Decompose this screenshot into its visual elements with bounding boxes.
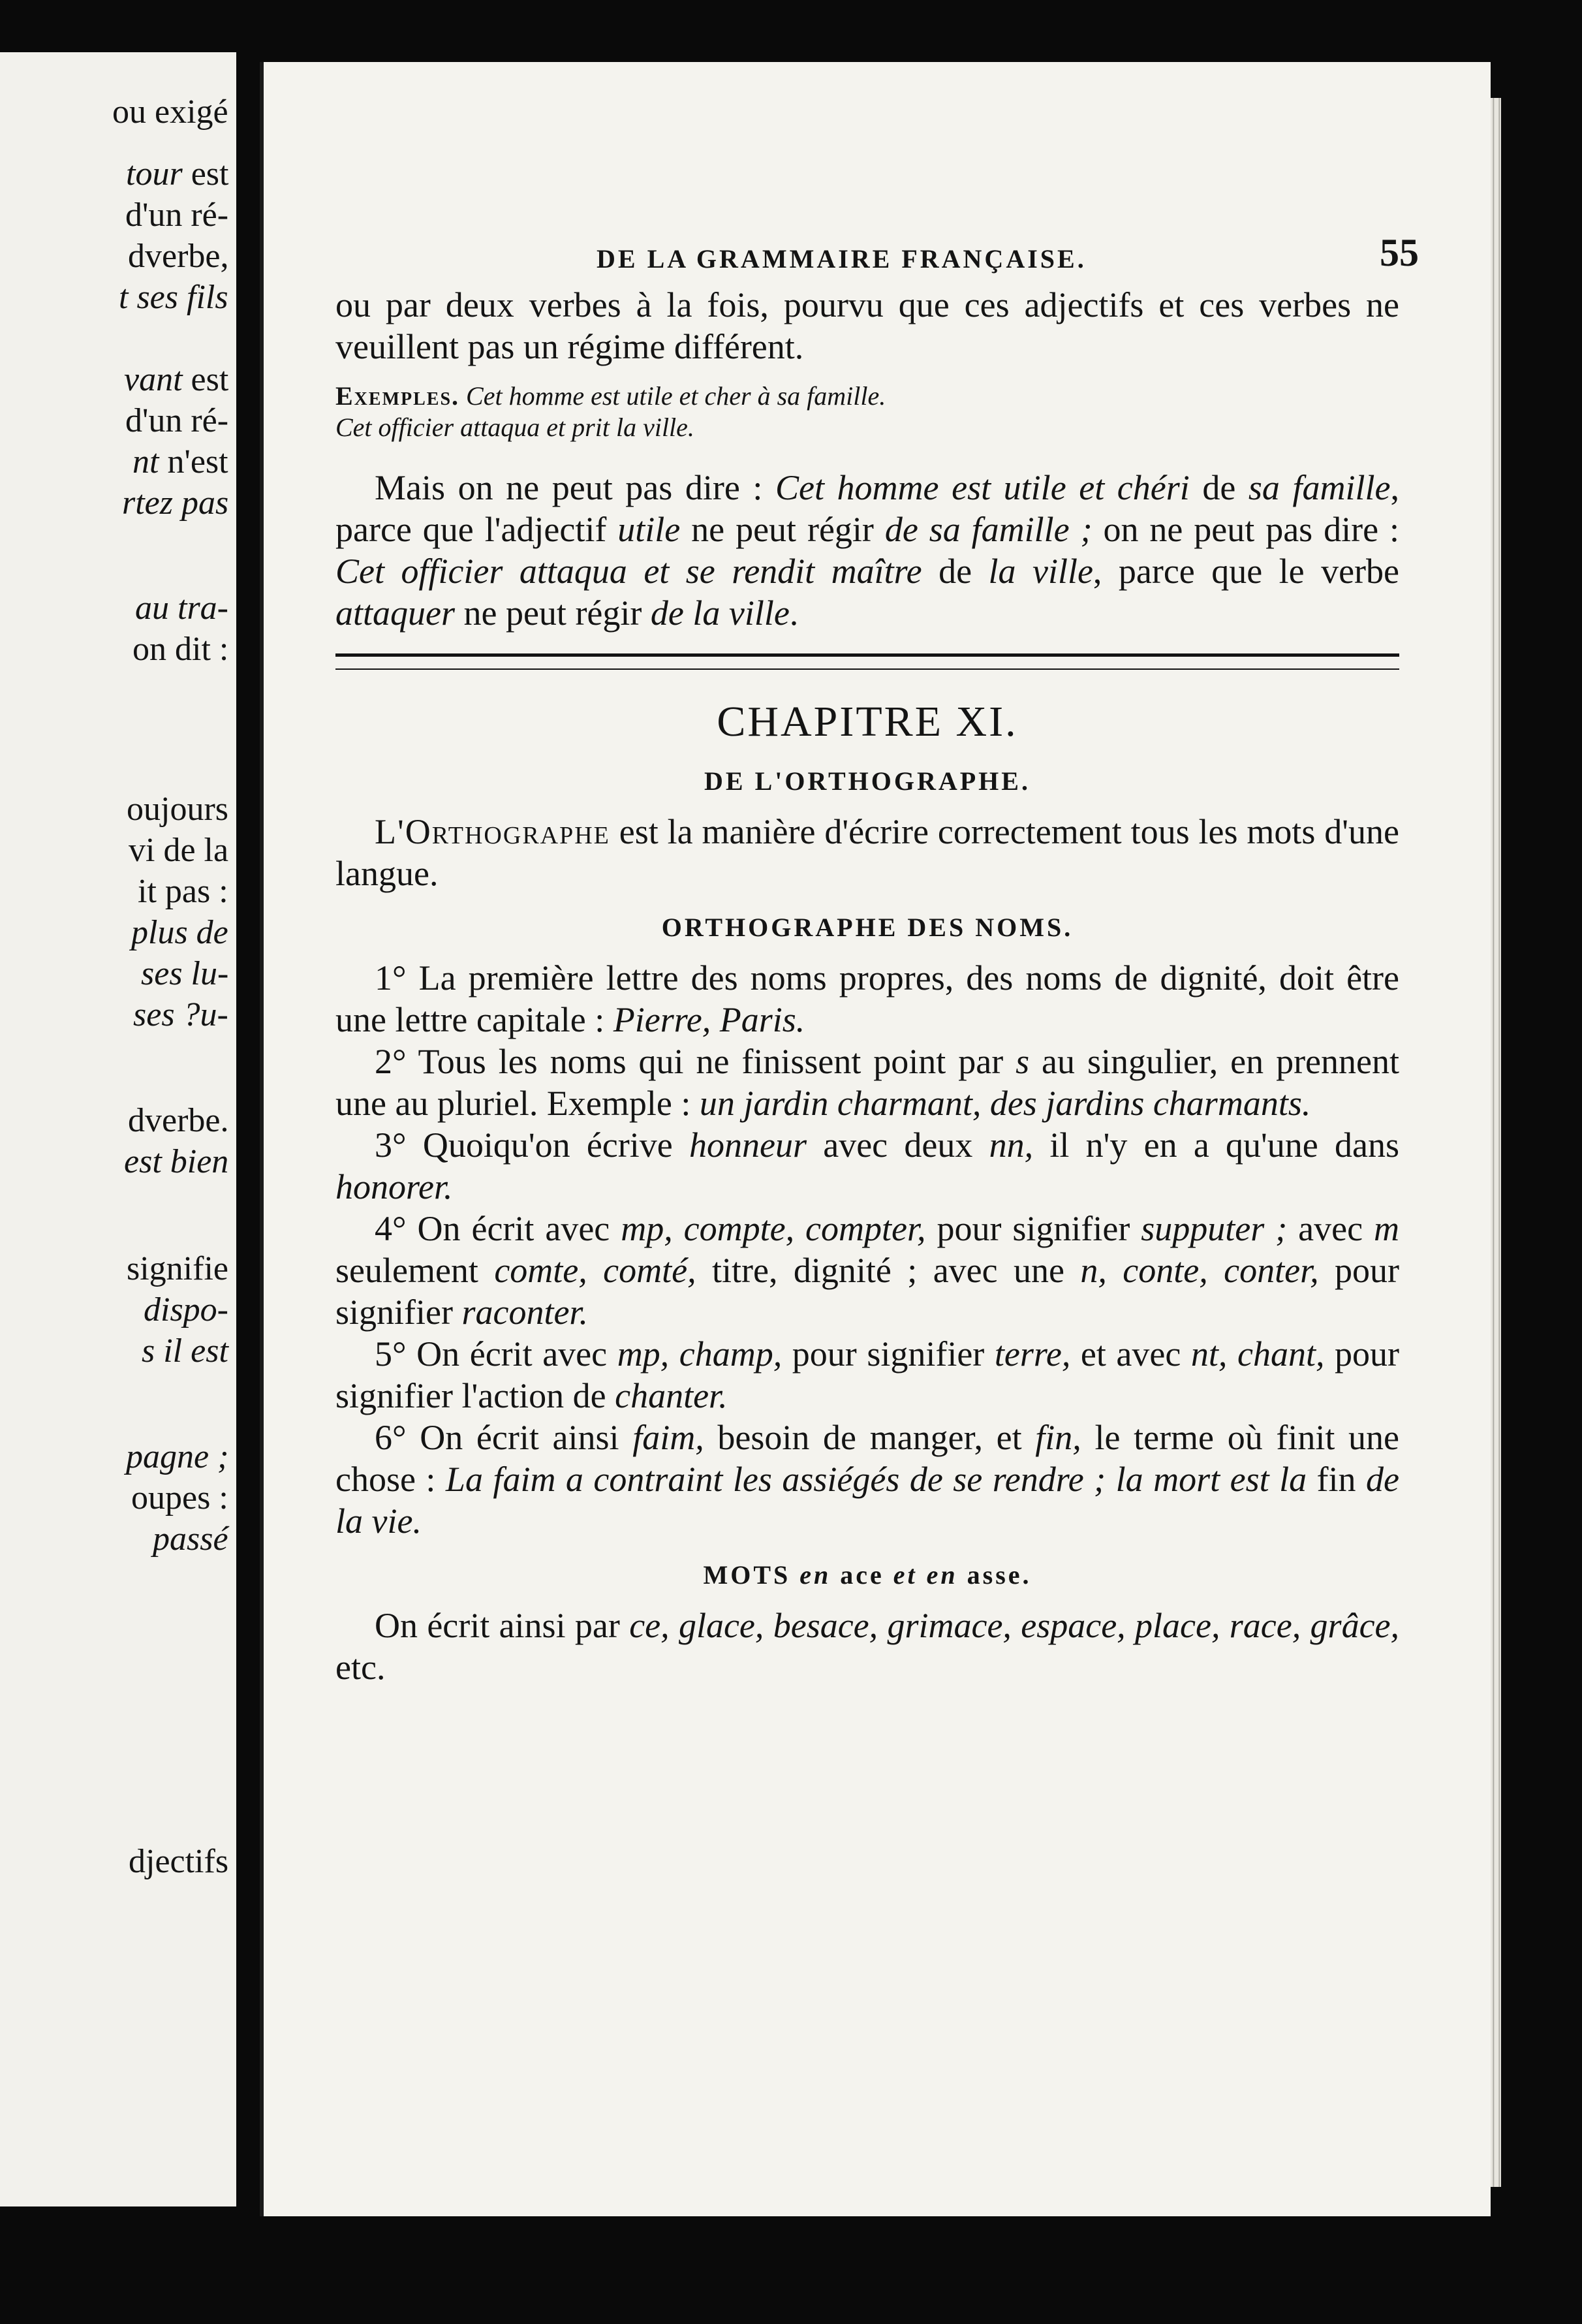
left-page-fragment: dverbe, bbox=[128, 238, 229, 275]
example-2: Cet officier attaqua et prit la ville. bbox=[335, 413, 694, 442]
running-header bbox=[335, 231, 1419, 284]
definition-paragraph: L'Orthographe est la manière d'écrire correctement tous les mots d'une langue. bbox=[335, 812, 1399, 893]
section-rule bbox=[335, 653, 1399, 670]
left-page-fragment: ou exigé bbox=[112, 93, 228, 131]
left-page-fragment: d'un ré- bbox=[125, 402, 229, 439]
left-page-fragment: ses ?u- bbox=[133, 996, 228, 1033]
running-title: DE LA GRAMMAIRE FRANÇAISE. bbox=[597, 244, 1087, 274]
intro-paragraph: ou par deux verbes à la fois, pourvu que ces adjectifs et ces verbes ne veuillent pas un régime différent. bbox=[335, 285, 1399, 366]
section-title-nouns: ORTHOGRAPHE DES NOMS. bbox=[661, 913, 1074, 942]
book-gutter bbox=[236, 0, 262, 2324]
left-page-fragment: signifie bbox=[127, 1250, 228, 1287]
left-page-fragment: plus de bbox=[131, 914, 228, 951]
rule-2: 2° Tous les noms qui ne finissent point par s au singulier, en prennent une au pluriel. Exemple : un jardin charmant, des jardins charmants. bbox=[335, 1042, 1399, 1123]
left-page-fragment: oupes : bbox=[131, 1479, 228, 1516]
left-page-fragment: rtez pas bbox=[122, 484, 229, 522]
ace-paragraph: On écrit ainsi par ce, glace, besace, grimace, espace, place, race, grâce, etc. bbox=[335, 1606, 1400, 1687]
rule-6: 6° On écrit ainsi faim, besoin de manger, et fin, le terme où finit une chose : La faim a contraint les assiégés de se rendre ; la mort est la fin de la vie. bbox=[335, 1418, 1399, 1541]
rule-1: 1° La première lettre des noms propres, des noms de dignité, doit être une lettre capitale : Pierre, Paris. bbox=[335, 958, 1399, 1039]
left-page-fragment: passé bbox=[153, 1520, 228, 1558]
page-content bbox=[335, 231, 1419, 1688]
left-page-fragment: on dit : bbox=[132, 631, 229, 668]
left-page-fragment: ses lu- bbox=[141, 955, 229, 992]
but-paragraph: Mais on ne peut pas dire : Cet homme est utile et chéri de sa famille, parce que l'adjectif utile ne peut régir de sa famille ; on ne peut pas dire : Cet officier attaqua et se rendit maître de la ville, parce que le verbe attaquer ne peut régir de la ville. bbox=[335, 468, 1399, 633]
defined-term: L'Orthographe bbox=[375, 812, 610, 851]
left-page-fragment: vi de la bbox=[129, 832, 229, 869]
left-page-fragment: oujours bbox=[127, 791, 228, 828]
rule-3: 3° Quoiqu'on écrive honneur avec deux nn, il n'y en a qu'une dans honorer. bbox=[335, 1125, 1399, 1206]
left-page-fragment: nt n'est bbox=[132, 443, 228, 480]
main-page bbox=[260, 62, 1491, 2216]
examples bbox=[335, 381, 1399, 443]
chapter-title: CHAPITRE XI. bbox=[717, 698, 1018, 746]
left-page-fragment: d'un ré- bbox=[125, 196, 229, 234]
left-page-fragment: it pas : bbox=[138, 873, 228, 910]
left-page-fragment: dispo- bbox=[144, 1291, 228, 1328]
left-page-fragment: vant est bbox=[124, 361, 229, 398]
chapter-subtitle: DE L'ORTHOGRAPHE. bbox=[704, 766, 1031, 796]
left-page-fragment: s il est bbox=[142, 1332, 228, 1370]
left-page-fragment: t ses fils bbox=[119, 279, 228, 316]
left-facing-page bbox=[0, 52, 239, 2206]
rule-4: 4° On écrit avec mp, compte, compter, pour signifier supputer ; avec m seulement comte, comté, titre, dignité ; avec une n, conte, conter, pour signifier raconter. bbox=[335, 1209, 1400, 1332]
examples-label: Exemples. bbox=[335, 381, 460, 411]
example-1: Cet homme est utile et cher à sa famille. bbox=[466, 381, 886, 411]
left-page-fragment: au tra- bbox=[135, 589, 228, 627]
left-page-fragment: pagne ; bbox=[126, 1438, 229, 1475]
left-page-fragment: est bien bbox=[124, 1143, 229, 1180]
left-page-fragment: tour est bbox=[126, 155, 229, 193]
section-title-ace-asse: MOTS en ace et en asse. bbox=[703, 1560, 1032, 1590]
page-number: 55 bbox=[1380, 231, 1419, 274]
rule-5: 5° On écrit avec mp, champ, pour signifier terre, et avec nt, chant, pour signifier l'action de chanter. bbox=[335, 1334, 1400, 1415]
left-page-fragment: djectifs bbox=[129, 1843, 229, 1880]
left-page-fragment: dverbe. bbox=[128, 1102, 229, 1139]
